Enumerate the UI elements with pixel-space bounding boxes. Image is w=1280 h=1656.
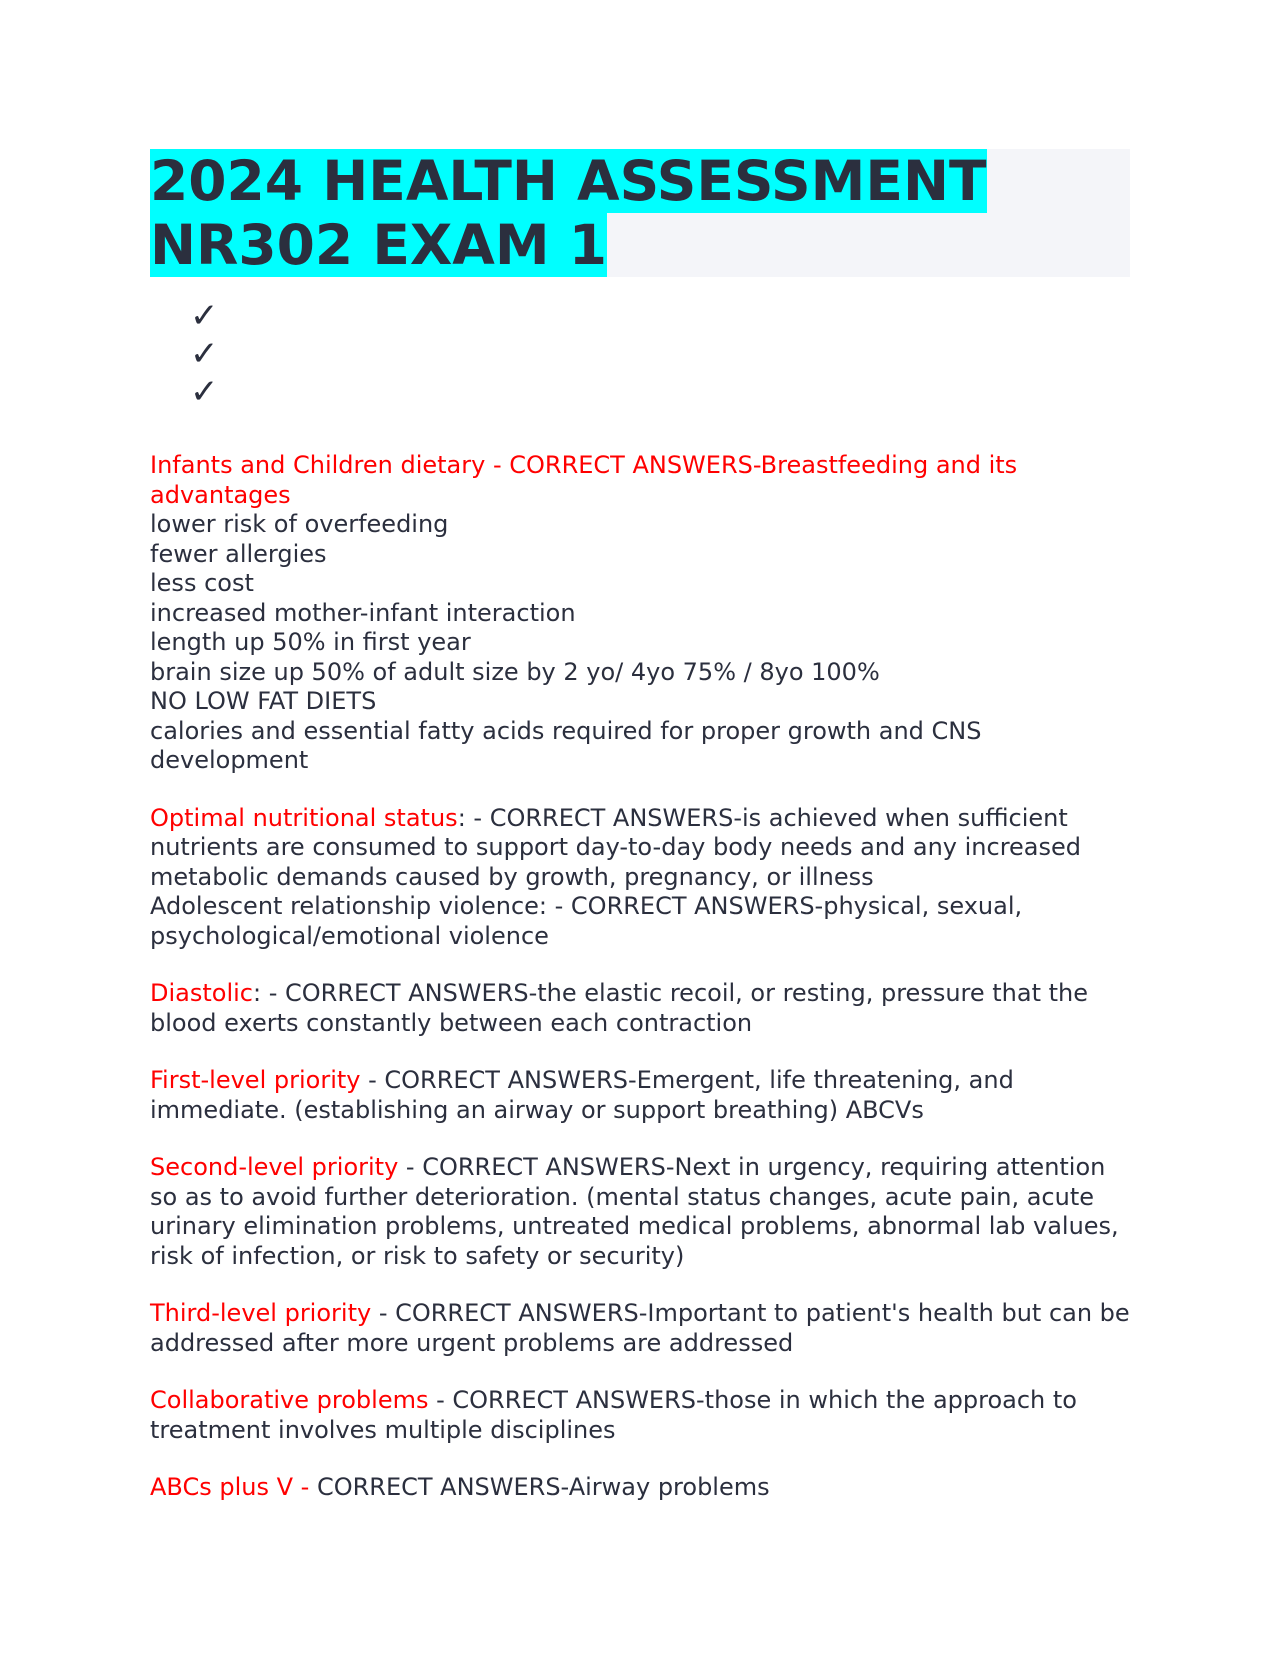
abcs-entry — [150, 1473, 1130, 1503]
second-level-entry — [150, 1153, 1130, 1271]
first-level-entry — [150, 1066, 1130, 1125]
first-level-answer: - CORRECT ANSWERS-Emergent, life threatening, and immediate. (establishing an airway or support breathing) ABCVs — [150, 1066, 1014, 1124]
infants-line: length up 50% in first year — [150, 628, 471, 656]
adolescent-answer: Adolescent relationship violence: - CORRECT ANSWERS-physical, sexual, psychological/emotional violence — [150, 892, 1023, 950]
title-band — [150, 149, 1130, 277]
optimal-entry — [150, 804, 1130, 952]
document-body — [150, 451, 1130, 1503]
title-line-1: 2024 HEALTH ASSESSMENT — [150, 149, 987, 213]
infants-entry — [150, 451, 1130, 776]
infants-line: less cost — [150, 569, 254, 597]
third-level-term: Third-level priority — [150, 1299, 372, 1327]
infants-line: brain size up 50% of adult size by 2 yo/ 4yo 75% / 8yo 100% — [150, 657, 880, 686]
document-title — [150, 149, 1130, 277]
abcs-answer: CORRECT ANSWERS-Airway problems — [316, 1473, 770, 1501]
document-page — [150, 149, 1130, 1531]
title-line-2: NR302 EXAM 1 — [150, 213, 608, 277]
checkmark-icon: ✓ — [190, 296, 219, 336]
third-level-entry — [150, 1299, 1130, 1358]
infants-line: calories and essential fatty acids required for proper growth and CNS development — [150, 716, 982, 774]
infants-line: increased mother-infant interaction — [150, 598, 576, 627]
collaborative-answer: - CORRECT ANSWERS-those in which the approach to treatment involves multiple disciplines — [150, 1386, 1077, 1444]
infants-line: lower risk of overfeeding — [150, 510, 449, 538]
diastolic-answer: : - CORRECT ANSWERS-the elastic recoil, or resting, pressure that the blood exerts constantly between each contraction — [150, 979, 1089, 1037]
second-level-term: Second-level priority — [150, 1153, 399, 1181]
checkmark-icon: ✓ — [190, 372, 219, 412]
optimal-answer: : - CORRECT ANSWERS-is achieved when sufficient nutrients are consumed to support day-to-day body needs and any increased metabolic demands caused by growth, pregnancy, or illness — [150, 803, 1082, 891]
abcs-term: ABCs plus V - — [150, 1473, 317, 1501]
collaborative-entry — [150, 1386, 1130, 1445]
first-level-term: First-level priority — [150, 1066, 361, 1094]
infants-line: NO LOW FAT DIETS — [150, 687, 377, 715]
diastolic-term: Diastolic — [150, 979, 253, 1007]
checkmark-icon: ✓ — [190, 334, 219, 374]
diastolic-entry — [150, 979, 1130, 1038]
second-level-answer: - CORRECT ANSWERS-Next in urgency, requiring attention so as to avoid further deterioration. (mental status changes, acute pain, acute urinary elimination problems, untreated medical problems, abnormal lab values, risk of infection, or risk to safety or security) — [150, 1153, 1119, 1270]
optimal-term: Optimal nutritional status — [150, 803, 458, 832]
infants-term: Infants and Children dietary - CORRECT ANSWERS-Breastfeeding and its advantages — [150, 451, 1018, 509]
collaborative-term: Collaborative problems — [150, 1386, 429, 1414]
checkmark-list — [150, 297, 1130, 411]
third-level-answer: - CORRECT ANSWERS-Important to patient's health but can be addressed after more urgent problems are addressed — [150, 1299, 1130, 1357]
infants-line: fewer allergies — [150, 539, 327, 568]
